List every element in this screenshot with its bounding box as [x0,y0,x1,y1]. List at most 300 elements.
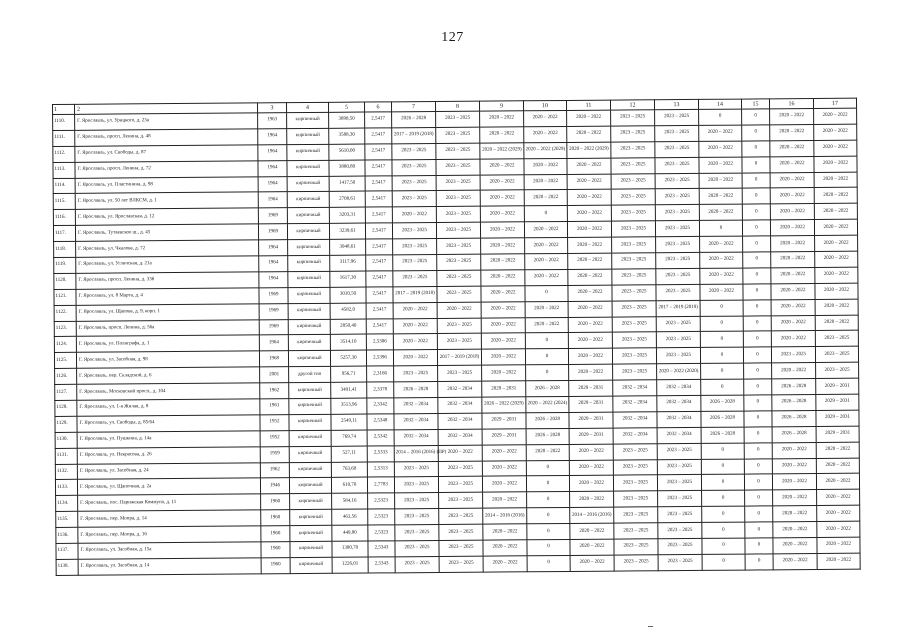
table-cell: 0 [745,538,773,554]
table-cell: кирпичный [290,494,332,510]
table-cell: 2020 – 2022 [481,349,525,365]
table-cell: 2,5417 [365,144,392,160]
table-cell: 2026 – 2028 [701,411,744,427]
table-cell: 2020 – 2022 [483,540,527,556]
table-cell: 3491,41 [331,382,367,398]
table-cell: 2020 – 2022 [526,444,569,460]
table-cell: 2023 – 2025 [439,524,483,540]
table-cell: 1226,01 [332,557,368,573]
row-number-cell: 1138. [56,559,78,575]
table-cell: 2,5342 [367,430,394,446]
table-cell: 2014 – 2016 (2016) [483,508,527,524]
row-number-cell: 1113. [53,162,75,178]
table-cell: 2020 – 2022 [567,205,611,221]
table-cell: 2023 – 2025 [655,157,699,173]
address-cell: Г. Ярославль, ул. Свободы, д. 85/64 [77,415,260,432]
row-number-cell: 1116. [53,210,75,226]
table-cell: 2029 – 2031 [569,428,613,444]
table-cell: 2032 – 2034 [657,411,701,427]
table-cell: 1964 [258,192,287,208]
table-cell: 3588,30 [329,128,365,144]
table-cell: 2,3378 [367,382,394,398]
row-number-cell: 1124. [54,337,76,353]
table-cell: 2023 – 2025 [613,459,657,475]
table-cell: 0 [701,475,744,491]
table-cell: кирпичный [288,319,330,335]
table-cell: 2029 – 2031 [482,429,526,445]
register-table-sheet [52,100,852,624]
table-cell: 0 [742,204,770,220]
table-cell: 2023 – 2025 [771,347,815,363]
table-cell: 2023 – 2025 [392,159,436,175]
column-number-cell: 9 [479,101,523,111]
address-cell: Г. Ярославль, пос. Парижская Коммуна, д. 11 [78,494,261,511]
table-cell: 2020 – 2022 [771,283,815,299]
table-cell: 2017 – 2019 (2019) [656,300,700,316]
column-number-cell: 4 [286,102,328,112]
table-cell: 2020 – 2022 [480,206,524,222]
table-cell: 3898,50 [329,112,365,128]
table-cell: 2020 – 2022 [524,126,567,142]
table-cell: 2020 – 2022 [817,553,860,569]
table-cell: 0 [742,157,770,173]
table-cell: 2020 – 2022 [393,318,437,334]
table-cell: 2020 – 2022 [567,110,611,126]
table-cell: 2020 – 2022 [525,253,568,269]
table-cell: 2020 – 2022 [770,124,814,140]
table-cell: 2020 – 2022 [699,204,742,220]
table-cell: 1946 [260,478,289,494]
table-cell: 2020 – 2022 [568,333,612,349]
table-cell: 2020 – 2022 [567,126,611,142]
table-cell: 2023 – 2025 [614,523,658,539]
table-cell: 769,74 [331,430,367,446]
address-cell: Г. Ярославль, ул. Пластинина, д. 98 [75,176,258,193]
table-cell: 0 [524,206,567,222]
table-cell: 2023 – 2025 [656,316,700,332]
table-cell: 2,5417 [366,303,393,319]
table-cell: 2020 – 2022 [770,109,814,125]
table-cell: 2023 – 2025 [655,189,699,205]
table-cell: 2020 – 2022 [815,267,858,283]
table-cell: 0 [525,333,568,349]
table-cell: 1617,30 [330,271,366,287]
row-number-cell: 1118. [54,241,76,257]
table-cell: 2020 – 2022 [524,158,567,174]
table-cell: 1959 [260,446,289,462]
table-cell: 2020 – 2022 [772,458,816,474]
table-cell: 2020 – 2022 [771,299,815,315]
table-cell: 2,5417 [365,112,392,128]
table-cell: 2020 – 2022 [699,189,742,205]
scan-mark [648,626,653,627]
column-number-cell: 3 [257,103,286,113]
table-cell: кирпичный [289,398,331,414]
address-cell: Г. Ярославль, Московский просп., д. 104 [77,383,260,400]
table-cell: 2023 – 2025 [438,461,482,477]
table-cell: 1969 [259,287,288,303]
table-cell: 1962 [260,383,289,399]
table-cell: 2026 – 2028 [526,412,569,428]
table-cell: кирпичный [287,176,329,192]
table-cell: 0 [525,285,568,301]
table-cell: 2023 – 2025 [611,157,655,173]
column-number-cell: 14 [698,99,741,109]
table-cell: 2032 – 2034 [657,380,701,396]
table-cell: 2023 – 2025 [658,538,702,554]
table-cell: 2,5333 [367,446,394,462]
column-number-cell: 8 [435,101,479,111]
table-cell: 2020 – 2022 [699,125,742,141]
table-cell: 2023 – 2025 [612,316,656,332]
table-cell: 2029 – 2031 [816,378,859,394]
table-cell: 2026 – 2028 [392,111,436,127]
table-cell: 2023 – 2025 [395,541,439,557]
table-cell: 2,3342 [367,398,394,414]
table-cell: 2023 – 2025 [395,493,439,509]
table-cell: 2,5323 [368,509,395,525]
table-cell: 2023 – 2025 [658,491,702,507]
table-cell: 2,5417 [366,287,393,303]
table-cell: 2026 – 2028 [526,381,569,397]
address-cell: Г. Ярославль, пер. Мопра, д. 16 [78,526,261,543]
table-cell: 0 [701,363,744,379]
table-cell: 2,5417 [366,255,393,271]
table-cell: 2023 – 2025 [655,125,699,141]
table-cell: 0 [743,236,771,252]
table-cell: 2020 – 2022 [771,315,815,331]
table-cell: 2,5417 [365,191,392,207]
table-cell: 2020 – 2022 [480,222,524,238]
table-cell: 2020 – 2022 [480,174,524,190]
table-cell: 2020 – 2022 [814,124,857,140]
table-cell: 2020 – 2022 [771,267,815,283]
table-cell: 2023 – 2025 [611,221,655,237]
table-cell: 584,16 [332,493,368,509]
row-number-cell: 1119. [54,257,76,273]
table-cell: 2020 – 2022 [483,524,527,540]
table-cell: кирпичный [289,478,331,494]
table-cell: 763,60 [331,462,367,478]
table-cell: 0 [744,474,772,490]
table-cell: 4582,0 [330,303,366,319]
column-number-cell: 10 [523,100,566,110]
table-cell: 5257,30 [330,350,366,366]
table-cell: 2020 – 2022 [481,270,525,286]
table-cell: 463,56 [332,509,368,525]
table-cell: 2026 – 2022 (2029) [482,397,526,413]
table-cell: 2023 – 2025 [437,238,481,254]
register-table [52,98,861,576]
table-cell: 2023 – 2025 [611,142,655,158]
address-cell: Г. Ярославль, ул. Засобная, д. 15а [78,542,261,559]
table-cell: 2020 – 2022 (2024) [526,396,569,412]
table-cell: 0 [744,411,772,427]
table-cell: 2032 – 2034 [394,398,438,414]
table-cell: 1969 [258,224,287,240]
table-cell: 2023 – 2025 [657,443,701,459]
table-cell: 2020 – 2022 [570,555,614,571]
table-cell: 2020 – 2022 [481,301,525,317]
table-cell: 2020 – 2022 (2029) [480,143,524,159]
row-number-cell: 1117. [53,226,75,242]
table-cell: 0 [700,332,743,348]
table-cell: 2,7783 [367,477,394,493]
table-cell: 2020 – 2022 [569,364,613,380]
table-cell: 2020 – 2022 [481,238,525,254]
table-cell: 449,80 [332,525,368,541]
table-cell: кирпичный [287,128,329,144]
table-cell: 2020 – 2022 [700,284,743,300]
table-cell: 2020 – 2022 [524,222,567,238]
table-cell: 0 [701,443,744,459]
table-cell: 0 [744,427,772,443]
table-cell: 2023 – 2025 [613,364,657,380]
table-cell: 2020 – 2022 [700,236,743,252]
table-cell: 610,70 [331,478,367,494]
row-number-cell: 1128. [55,400,77,416]
table-cell: 0 [700,300,743,316]
table-cell: 2020 – 2022 [567,158,611,174]
table-cell: 2023 – 2025 [436,111,480,127]
row-number-cell: 1130. [55,432,77,448]
table-cell: 2,5343 [368,557,395,573]
page-number: 127 [441,30,464,45]
table-cell: 2020 – 2022 [481,317,525,333]
table-cell: 2020 – 2022 [814,219,857,235]
table-cell: 0 [526,365,569,381]
table-cell: 2032 – 2034 [613,396,657,412]
table-cell: 2023 – 2025 [394,366,438,382]
column-number-cell: 7 [391,101,435,111]
table-cell: 2020 – 2022 [483,492,527,508]
table-cell: кирпичный [289,382,331,398]
table-cell: 2020 – 2022 [770,204,814,220]
table-cell: 0 [744,363,772,379]
table-cell: 2,5323 [368,525,395,541]
row-number-cell: 1123. [54,321,76,337]
table-cell: 3513,96 [331,398,367,414]
table-cell: 2020 – 2022 [815,315,858,331]
table-cell: 2023 – 2025 [437,318,481,334]
table-cell: 2023 – 2025 [392,223,436,239]
table-cell: 2023 – 2025 [395,509,439,525]
table-cell: 0 [742,141,770,157]
table-cell: 2023 – 2025 [438,365,482,381]
table-cell: 2032 – 2034 [438,413,482,429]
table-cell: 2020 – 2022 [570,523,614,539]
table-cell: 0 [745,522,773,538]
table-cell: 2,5417 [366,239,393,255]
table-cell: 2023 – 2025 [655,221,699,237]
table-cell: кирпичный [289,414,331,430]
table-cell: 2023 – 2025 [611,189,655,205]
column-number-cell: 2 [75,103,258,114]
table-cell: 2020 – 2022 [772,363,816,379]
table-cell: кирпичный [288,255,330,271]
table-cell: 1964 [258,129,287,145]
table-cell: 0 [743,268,771,284]
address-cell: Г. Ярославль, просп. Ленина, д. 48 [75,129,258,146]
table-cell: 2023 – 2025 [395,525,439,541]
table-cell: 0 [700,347,743,363]
table-cell: 2020 – 2022 [482,476,526,492]
table-cell: 2023 – 2025 [439,540,483,556]
table-cell: 2029 – 2031 [816,410,859,426]
table-cell: 2020 – 2022 [814,108,857,124]
table-cell: 2023 – 2025 [656,252,700,268]
address-cell: Г. Ярославль, ул. Чкалова, д. 72 [76,240,259,257]
table-cell: 0 [743,347,771,363]
table-cell: 956,71 [331,366,367,382]
table-cell: 1964 [258,144,287,160]
table-cell: 2023 – 2025 [656,332,700,348]
table-cell: 2020 – 2022 [392,207,436,223]
table-cell: 2023 – 2025 [612,237,656,253]
table-cell: кирпичный [287,208,329,224]
table-cell: 2020 – 2022 [570,491,614,507]
table-cell: 1968 [259,351,288,367]
address-cell: Г. Ярославль, ул. Угличская, д. 21а [76,256,259,273]
table-cell: 2032 – 2034 [438,381,482,397]
table-cell: 2020 – 2022 (2029) [567,142,611,158]
table-cell: 2023 – 2025 [439,493,483,509]
table-cell: 2023 – 2025 [394,461,438,477]
table-cell: 0 [742,220,770,236]
table-cell: кирпичный [288,287,330,303]
table-cell: кирпичный [288,351,330,367]
table-cell: 2020 – 2022 [437,302,481,318]
table-cell: 2023 – 2025 [815,347,858,363]
table-cell: 2020 – 2022 [480,190,524,206]
table-cell: 2,5396 [366,350,393,366]
table-cell: 2023 – 2025 [436,222,480,238]
table-cell: 2023 – 2025 [393,270,437,286]
table-cell: 3880,80 [329,160,365,176]
table-cell: 1964 [259,272,288,288]
table-cell: 2708,61 [329,191,365,207]
table-cell: 2020 – 2022 [816,458,859,474]
table-cell: 2020 – 2022 [700,268,743,284]
table-cell: 2020 – 2022 [569,460,613,476]
table-cell: 1963 [258,113,287,129]
row-number-cell: 1114. [53,178,75,194]
table-cell: 2023 – 2025 [436,159,480,175]
table-cell: 2014 – 2016 (2016) [570,507,614,523]
table-cell: 2020 – 2022 [482,365,526,381]
table-cell: 2023 – 2025 [393,239,437,255]
table-cell: 2017 – 2019 (2018) [392,127,436,143]
row-number-cell: 1112. [53,146,75,162]
table-cell: 3010,50 [330,287,366,303]
table-cell: 2,3166 [367,366,394,382]
row-number-cell: 1134. [56,496,78,512]
table-cell: 0 [744,443,772,459]
row-number-cell: 1126. [55,369,77,385]
table-cell: 2023 – 2025 [612,269,656,285]
address-cell: Г. Ярославль, пер. Складской, д. 6 [77,367,260,384]
table-cell: 2020 – 2022 [699,173,742,189]
table-cell: 0 [699,220,742,236]
table-cell: 2026 – 2028 [701,427,744,443]
table-cell: 2,5417 [366,318,393,334]
table-cell: 2,5306 [366,334,393,350]
table-cell: 2020 – 2022 [569,476,613,492]
table-cell: 2020 – 2022 [817,490,860,506]
table-cell: 2020 – 2022 [568,301,612,317]
table-cell: 1964 [259,335,288,351]
table-cell: 2023 – 2025 [655,205,699,221]
table-cell: 0 [742,109,770,125]
table-cell: 2020 – 2022 [814,204,857,220]
table-cell: 2017 – 2019 (2018) [393,286,437,302]
table-cell: 2032 – 2034 [438,397,482,413]
table-cell: 0 [742,125,770,141]
table-cell: 2026 – 2028 [701,395,744,411]
table-cell: 2020 – 2022 (2029) [524,142,567,158]
table-cell: 2023 – 2025 [436,143,480,159]
table-cell: 2026 – 2028 [772,395,816,411]
table-cell: 2020 – 2022 [817,537,860,553]
table-cell: 0 [699,109,742,125]
table-cell: 2023 – 2025 [816,362,859,378]
table-cell: кирпичный [289,462,331,478]
table-cell: 2023 – 2025 [613,475,657,491]
table-cell: 2020 – 2022 [525,301,568,317]
address-cell: Г. Ярославль, ул. Урицкого, д. 23а [75,113,258,130]
table-cell: 1964 [259,256,288,272]
address-cell: Г. Ярославль, ул. Полиграфа, д. 1 [76,335,259,352]
table-cell: 0 [744,458,772,474]
table-cell: 2020 – 2022 [525,269,568,285]
table-cell: 2023 – 2025 [437,286,481,302]
table-cell: 3203,31 [329,207,365,223]
table-cell: 2032 – 2034 [613,380,657,396]
table-cell: 0 [743,252,771,268]
table-cell: 2850,40 [330,319,366,335]
table-cell: 2023 – 2025 [439,556,483,572]
table-cell: 2020 – 2022 [480,158,524,174]
column-number-cell: 12 [610,100,654,110]
table-cell: 2020 – 2022 [816,474,859,490]
row-number-cell: 1111. [53,130,75,146]
table-cell: 2029 – 2031 [569,412,613,428]
table-cell: 2023 – 2025 [656,268,700,284]
column-number-cell: 16 [769,99,813,109]
table-cell: 1960 [261,558,290,574]
table-cell: 2023 – 2025 [436,175,480,191]
table-cell: 2026 – 2028 [526,428,569,444]
address-cell: Г. Ярославль, ул. Засобная, д. 24 [77,462,260,479]
row-number-cell: 1115. [53,194,75,210]
table-cell: 2023 – 2025 [438,477,482,493]
table-cell: 2020 – 2022 [482,460,526,476]
address-cell: Г. Ярославль, ул. Ярославская, д. 12 [75,208,258,225]
table-cell: 2023 – 2025 [611,173,655,189]
table-cell: 3239,61 [329,223,365,239]
table-cell: 2020 – 2022 [481,254,525,270]
table-cell: 1962 [260,462,289,478]
table-cell: 2020 – 2022 [481,286,525,302]
table-cell: 2020 – 2022 [568,348,612,364]
table-cell: 2020 – 2022 [393,302,437,318]
table-cell: 0 [700,316,743,332]
row-number-cell: 1133. [55,480,77,496]
table-cell: кирпичный [288,271,330,287]
table-cell: кирпичный [288,335,330,351]
table-cell: 2023 – 2025 [612,332,656,348]
table-cell: 1961 [260,399,289,415]
